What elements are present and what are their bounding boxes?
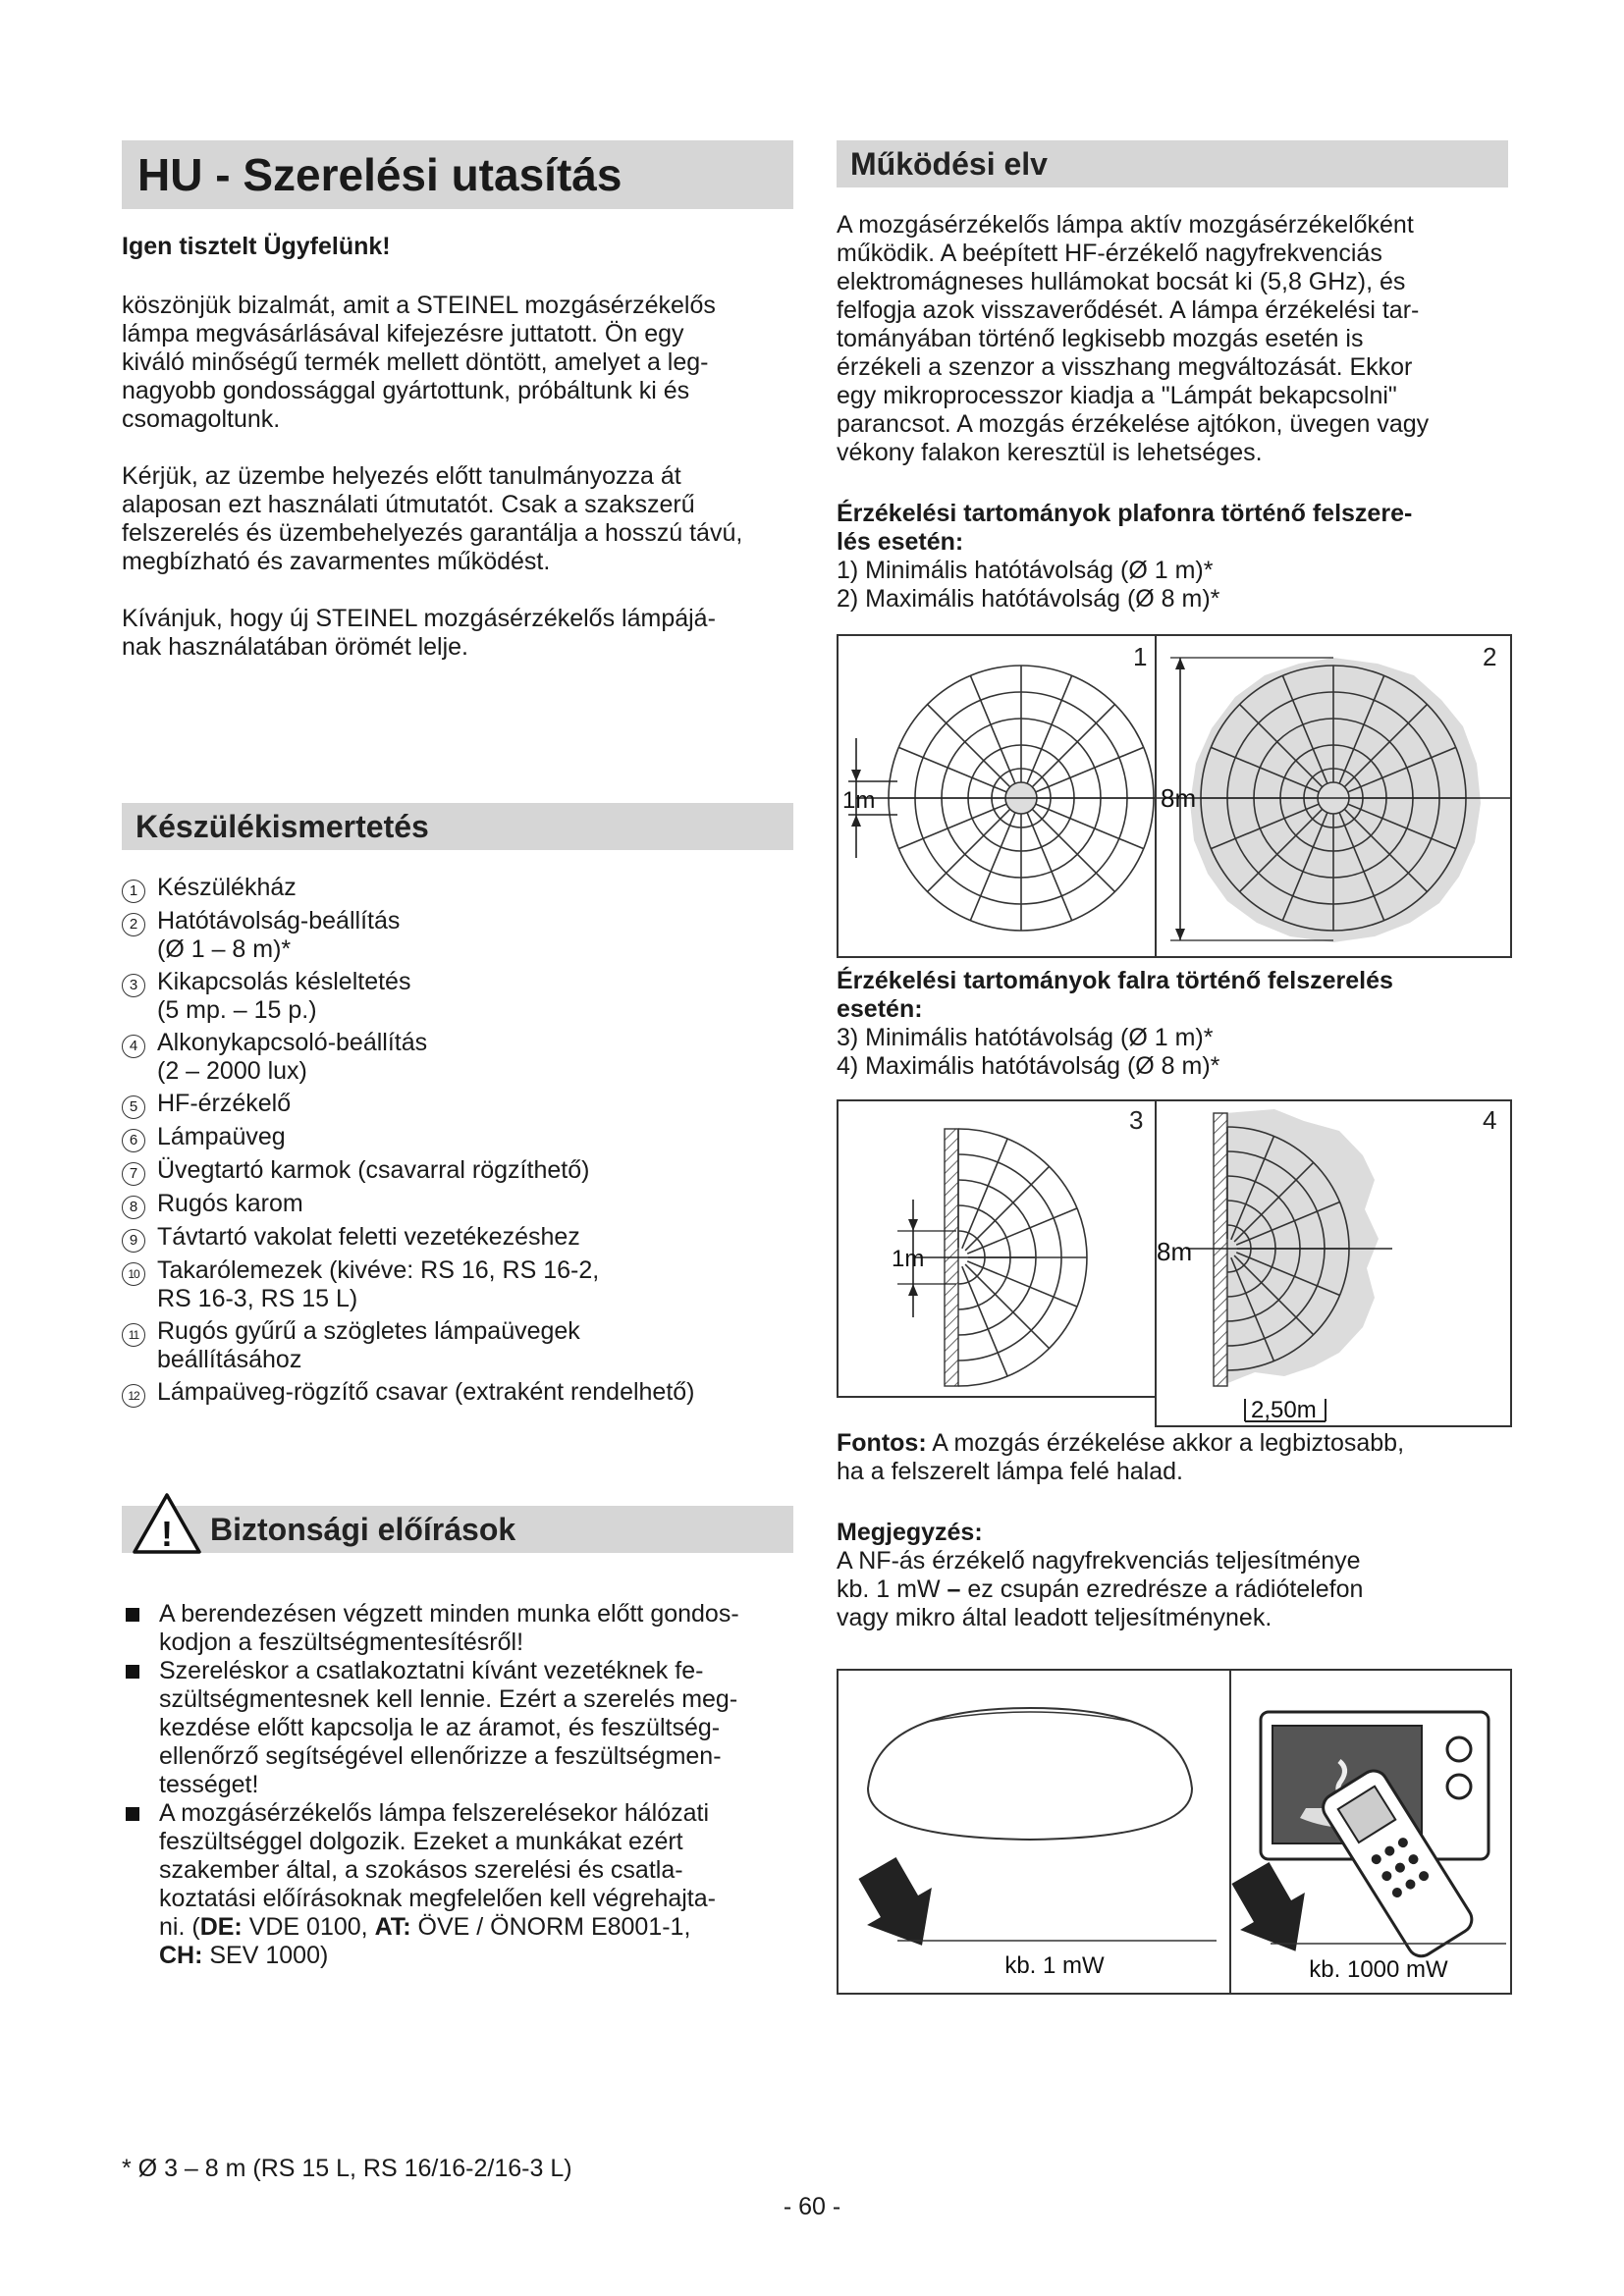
list-item (122, 1317, 793, 1374)
item-text: Rugós karom (157, 1190, 303, 1217)
item-text: Üvegtartó karmok (csavarral rögzíthető) (157, 1156, 590, 1184)
range-item: 1) Minimális hatótávolság (Ø 1 m)* (837, 557, 1214, 584)
square-bullet-icon (126, 1608, 139, 1622)
item-text: Hatótávolság-beállítás (157, 907, 401, 934)
text-line: ni. (DE: VDE 0100, AT: ÖVE / ÖNORM E8001-1, (159, 1913, 691, 1941)
safety-bullet (122, 1600, 793, 1657)
text-line: kb. 1 mW – ez csupán ezredrésze a rádiótelefon (837, 1575, 1364, 1603)
text-line: CH: SEV 1000) (159, 1942, 329, 1969)
subheading: Érzékelési tartományok falra történő felszerelés (837, 967, 1393, 994)
text-line: A mozgásérzékelős lámpa felszerelésekor hálózati (159, 1799, 709, 1827)
principle-paragraph (837, 211, 1508, 467)
number-circle: 10 (122, 1262, 145, 1286)
list-item (122, 1190, 793, 1219)
number-circle: 6 (122, 1129, 145, 1152)
figure-ceiling-min (837, 634, 1159, 958)
figure-wall-max (1155, 1099, 1512, 1427)
item-text: Alkonykapcsoló-beállítás (157, 1029, 428, 1056)
page-number: - 60 - (783, 2193, 841, 2220)
spoke (1032, 705, 1114, 787)
text-line: szültségmentesnek kell lennie. Ezért a szerelés meg- (159, 1685, 738, 1713)
note-label: Megjegyzés: (837, 1519, 983, 1546)
number-circle: 11 (122, 1323, 145, 1347)
text-line: koztatási előírásoknak megfelelően kell végrehajta- (159, 1885, 716, 1912)
subheading: Érzékelési tartományok plafonra történő felszere- (837, 500, 1413, 527)
item-text: Kikapcsolás késleltetés (157, 968, 411, 995)
item-text: (5 mp. – 15 p.) (157, 996, 317, 1024)
text-line: nagyobb gondossággal gyártottunk, próbáltunk ki és (122, 377, 690, 404)
svg-text:kb. 1 mW: kb. 1 mW (1004, 1952, 1105, 1979)
text-line: csomagoltunk. (122, 405, 281, 433)
text-line: érzékeli a szenzor a visszhang megváltozását. Ekkor (837, 353, 1413, 381)
number-circle: 8 (122, 1196, 145, 1219)
note (837, 1519, 1508, 1632)
item-text: Lámpaüveg-rögzítő csavar (extraként rendelhető) (157, 1378, 695, 1406)
figure-ceiling-max (1155, 634, 1512, 958)
text-line: Szereléskor a csatlakoztatni kívánt vezetéknek fe- (159, 1657, 704, 1684)
wall-ranges (837, 967, 1508, 1081)
item-text: Távtartó vakolat feletti vezetékezéshez (157, 1223, 580, 1251)
svg-text:8m: 8m (1161, 783, 1197, 813)
page-title: HU - Szerelési utasítás (137, 149, 623, 200)
item-text: Lámpaüveg (157, 1123, 286, 1150)
device-section (122, 803, 793, 1412)
text-line: Kívánjuk, hogy új STEINEL mozgásérzékelős lámpájá- (122, 605, 716, 632)
svg-text:!: ! (161, 1514, 173, 1554)
list-item (122, 1029, 793, 1086)
list-item (122, 968, 793, 1025)
safety-section (122, 1492, 793, 1970)
svg-text:1m: 1m (892, 1246, 925, 1272)
subheading: esetén: (837, 995, 923, 1023)
figure-phone-power (1229, 1669, 1512, 1995)
list-item (122, 1090, 793, 1119)
greeting: Igen tisztelt Ügyfelünk! (122, 233, 391, 260)
item-text: Készülékház (157, 874, 297, 901)
list-item (122, 1223, 793, 1253)
number-circle: 2 (122, 913, 145, 936)
safety-list (122, 1600, 793, 1970)
svg-text:kb. 1000 mW: kb. 1000 mW (1309, 1956, 1448, 1983)
text-line: tességet! (159, 1771, 259, 1798)
text-line: A mozgásérzékelős lámpa aktív mozgásérzékelőként (837, 211, 1414, 239)
footnote: * Ø 3 – 8 m (RS 15 L, RS 16/16-2/16-3 L) (122, 2155, 572, 2182)
ceiling-max-diagram (1157, 636, 1510, 956)
number-circle: 9 (122, 1229, 145, 1253)
important-line-2: ha a felszerelt lámpa felé halad. (837, 1458, 1183, 1485)
spoke (928, 705, 1010, 787)
intro-paragraph-1 (122, 292, 793, 434)
svg-text:1: 1 (1133, 642, 1148, 671)
figure-wall-min (837, 1099, 1159, 1398)
text-line: szakember által, a szokásos szerelési és csatla- (159, 1856, 683, 1884)
text-line: kezdése előtt kapcsolja le az áramot, és feszültség- (159, 1714, 721, 1741)
microwave-phone-diagram (1231, 1671, 1510, 1993)
subheading: lés esetén: (837, 528, 964, 556)
item-text: RS 16-3, RS 15 L) (157, 1285, 358, 1312)
svg-text:3: 3 (1129, 1105, 1144, 1135)
square-bullet-icon (126, 1807, 139, 1821)
svg-text:2,50m: 2,50m (1251, 1397, 1317, 1423)
intro-paragraph-2 (122, 462, 793, 576)
text-line: Kérjük, az üzembe helyezés előtt tanulmányozza át (122, 462, 681, 490)
number-circle: 12 (122, 1384, 145, 1408)
ceiling-min-diagram (839, 636, 1157, 956)
text-line: nak használatában örömét lelje. (122, 633, 469, 661)
text-line: tományában történő legkisebb mozgás esetén is (837, 325, 1364, 352)
text-line: lámpa megvásárlásával kifejezésre juttatott. Ön egy (122, 320, 684, 347)
item-text: Rugós gyűrű a szögletes lámpaüvegek (157, 1317, 580, 1345)
item-text: HF-érzékelő (157, 1090, 292, 1117)
text-line: kiváló minőségű termék mellett döntött, amelyet a leg- (122, 348, 709, 376)
number-circle: 5 (122, 1095, 145, 1119)
range-item: 3) Minimális hatótávolság (Ø 1 m)* (837, 1024, 1214, 1051)
text-line: egy mikroprocesszor kiadja a "Lámpát bekapcsolni" (837, 382, 1397, 409)
principle-heading: Működési elv (837, 140, 1508, 187)
svg-text:1m: 1m (842, 787, 876, 814)
wall-min-diagram (839, 1101, 1157, 1396)
intro-paragraph-3 (122, 605, 793, 662)
text-line: A berendezésen végzett minden munka előtt gondos- (159, 1600, 739, 1628)
safety-heading-row (122, 1492, 793, 1555)
text-line: feszültséggel dolgozik. Ezeket a munkákat ezért (159, 1828, 683, 1855)
text-line: megbízható és zavarmentes működést. (122, 548, 551, 575)
range-item: 2) Maximális hatótávolság (Ø 8 m)* (837, 585, 1220, 613)
device-list (122, 874, 793, 1408)
list-item (122, 907, 793, 964)
text-line: ellenőrző segítségével ellenőrizze a feszültségmen- (159, 1742, 722, 1770)
safety-heading: Biztonsági előírások (122, 1506, 793, 1553)
number-circle: 7 (122, 1162, 145, 1186)
figure-lamp-power (837, 1669, 1233, 1995)
ceiling-ranges (837, 500, 1508, 614)
text-line: parancsot. A mozgás érzékelése ajtókon, üvegen vagy (837, 410, 1430, 438)
list-item (122, 1123, 793, 1152)
list-item (122, 874, 793, 903)
warning-triangle-icon (132, 1492, 202, 1555)
text-line: kodjon a feszültségmentesítésről! (159, 1629, 524, 1656)
title-bar (122, 140, 793, 209)
lamp-diagram (839, 1671, 1231, 1993)
item-text: beállításához (157, 1346, 302, 1373)
number-circle: 4 (122, 1035, 145, 1058)
list-item (122, 1156, 793, 1186)
text-line: alaposan ezt használati útmutatót. Csak a szakszerű (122, 491, 695, 518)
right-column (837, 140, 1508, 614)
range-item: 4) Maximális hatótávolság (Ø 8 m)* (837, 1052, 1220, 1080)
arrow-down-icon (845, 1849, 954, 1964)
text-line: A NF-ás érzékelő nagyfrekvenciás teljesítménye (837, 1547, 1361, 1575)
list-item (122, 1378, 793, 1408)
text-line: elektromágneses hullámokat bocsát ki (5,8 GHz), és (837, 268, 1406, 295)
text-line: felfogja azok visszaverődését. A lámpa érzékelési tar- (837, 296, 1420, 324)
text-line: vagy mikro által leadott teljesítménynek. (837, 1604, 1272, 1631)
left-column (122, 140, 793, 662)
text-line: köszönjük bizalmát, amit a STEINEL mozgásérzékelős (122, 292, 716, 319)
square-bullet-icon (126, 1665, 139, 1679)
svg-text:2: 2 (1483, 642, 1497, 671)
device-heading: Készülékismertetés (122, 803, 793, 850)
svg-text:4: 4 (1483, 1105, 1497, 1135)
spoke (1032, 809, 1114, 891)
arrow-down-icon (1231, 1854, 1327, 1970)
safety-bullet (122, 1657, 793, 1799)
important-line: Fontos: A mozgás érzékelése akkor a legbiztosabb, (837, 1429, 1405, 1457)
text-line: felszerelés és üzembehelyezés garantálja a hosszú távú, (122, 519, 743, 547)
text-line: működik. A beépített HF-érzékelő nagyfrekvenciás (837, 240, 1382, 267)
number-circle: 3 (122, 974, 145, 997)
list-item (122, 1256, 793, 1313)
text-line: vékony falakon keresztül is lehetséges. (837, 439, 1263, 466)
item-text: Takarólemezek (kivéve: RS 16, RS 16-2, (157, 1256, 600, 1284)
item-text: (2 – 2000 lux) (157, 1057, 307, 1085)
safety-bullet (122, 1799, 793, 1970)
spoke (928, 809, 1010, 891)
item-text: (Ø 1 – 8 m)* (157, 935, 292, 963)
svg-text:8m: 8m (1157, 1237, 1193, 1266)
wall-max-diagram (1157, 1101, 1510, 1425)
important-section (837, 1429, 1508, 1632)
number-circle: 1 (122, 880, 145, 903)
